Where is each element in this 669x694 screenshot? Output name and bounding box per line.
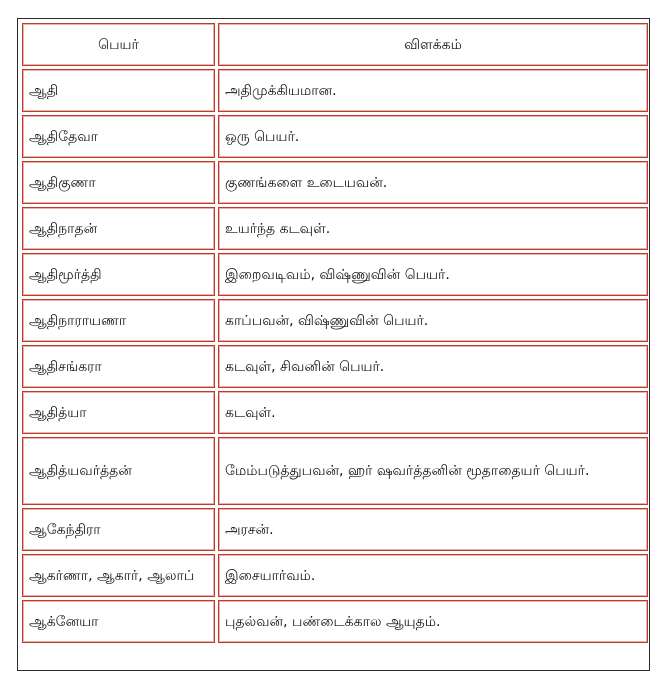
name-cell: ஆதிநாதன்	[22, 207, 215, 250]
header-row	[22, 23, 648, 66]
name-cell: ஆதிதேவா	[22, 115, 215, 158]
meaning-cell: உயர்ந்த கடவுள்.	[218, 207, 648, 250]
meaning-cell: காப்பவன், விஷ்ணுவின் பெயர்.	[218, 299, 648, 342]
meaning-cell: அதிமுக்கியமான.	[218, 69, 648, 112]
meaning-cell: மேம்படுத்துபவன், ஹர் ஷவர்த்தனின் மூதாதையர் பெயர்.	[218, 437, 648, 505]
meaning-cell: இறைவடிவம், விஷ்ணுவின் பெயர்.	[218, 253, 648, 296]
meaning-cell: ஒரு பெயர்.	[218, 115, 648, 158]
name-cell: ஆகர்ணா, ஆகார், ஆலாப்	[22, 554, 215, 597]
header-name: பெயர்	[22, 23, 215, 66]
table-row	[22, 69, 648, 112]
header-meaning: விளக்கம்	[218, 23, 648, 66]
table-row	[22, 115, 648, 158]
name-cell: ஆதித்யா	[22, 391, 215, 434]
table-row	[22, 600, 648, 643]
name-cell: ஆதித்யவர்த்தன்	[22, 437, 215, 505]
name-cell: ஆதிசங்கரா	[22, 345, 215, 388]
table-row	[22, 299, 648, 342]
table-row	[22, 391, 648, 434]
table-row	[22, 437, 648, 505]
table-row	[22, 345, 648, 388]
name-cell: ஆதிநாராயணா	[22, 299, 215, 342]
meaning-cell: கடவுள், சிவனின் பெயர்.	[218, 345, 648, 388]
table-row	[22, 508, 648, 551]
table-row	[22, 161, 648, 204]
name-cell: ஆக்னேயா	[22, 600, 215, 643]
name-cell: ஆதிகுணா	[22, 161, 215, 204]
names-table	[19, 20, 651, 646]
meaning-cell: புதல்வன், பண்டைக்கால ஆயுதம்.	[218, 600, 648, 643]
meaning-cell: இசையார்வம்.	[218, 554, 648, 597]
table-row	[22, 207, 648, 250]
meaning-cell: கடவுள்.	[218, 391, 648, 434]
meaning-cell: குணங்களை உடையவன்.	[218, 161, 648, 204]
table-row	[22, 554, 648, 597]
table-row	[22, 253, 648, 296]
meaning-cell: அரசன்.	[218, 508, 648, 551]
name-cell: ஆதிமூர்த்தி	[22, 253, 215, 296]
name-cell: ஆதி	[22, 69, 215, 112]
name-cell: ஆகேந்திரா	[22, 508, 215, 551]
